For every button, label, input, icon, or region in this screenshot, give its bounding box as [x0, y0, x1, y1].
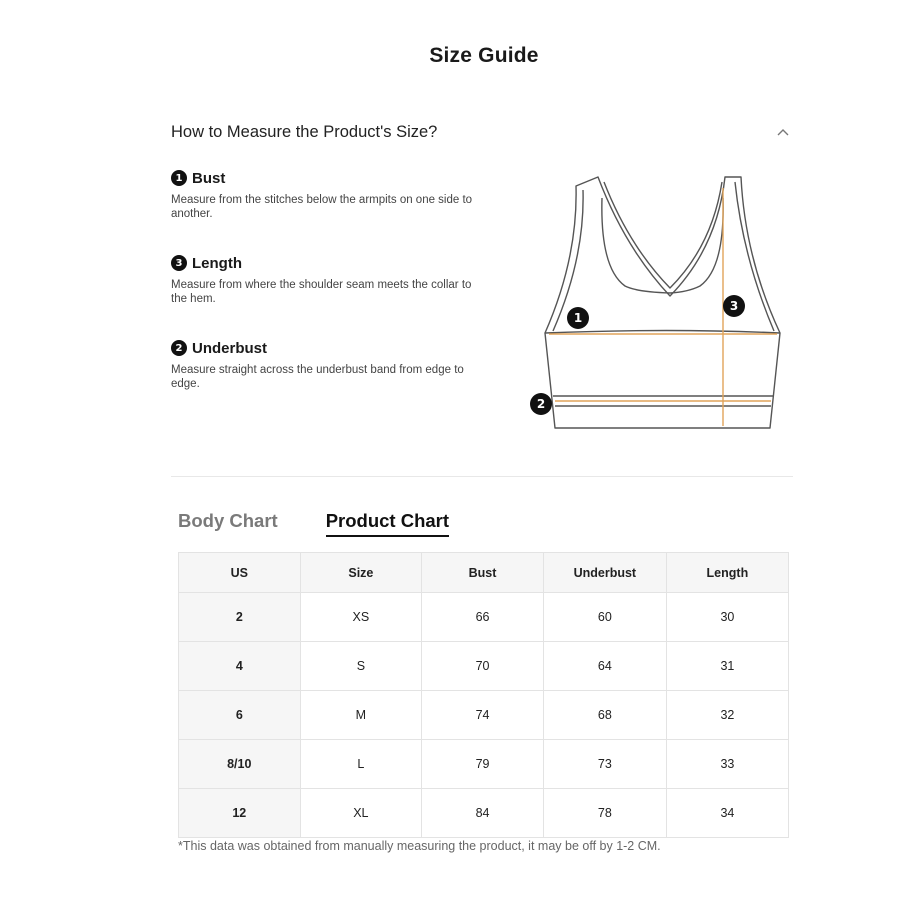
table-cell: 70 [422, 642, 544, 691]
table-cell: 31 [666, 642, 788, 691]
measure-item-underbust [171, 338, 491, 391]
page-title: Size Guide [429, 44, 539, 67]
column-header: Underbust [543, 553, 666, 593]
marker-2 [530, 393, 552, 415]
section-divider [171, 476, 793, 477]
measure-name: Length [192, 254, 242, 272]
table-row [179, 740, 789, 789]
tab-body-chart[interactable]: Body Chart [178, 510, 278, 531]
measure-name: Underbust [192, 339, 267, 357]
chart-tabs [178, 510, 449, 537]
table-cell: 73 [543, 740, 666, 789]
svg-text:1: 1 [573, 311, 583, 325]
measure-description: Measure from the stitches below the armpits on one side to another. [171, 194, 473, 220]
column-header: Bust [422, 553, 544, 593]
table-cell: 30 [666, 593, 788, 642]
table-cell: 84 [422, 789, 544, 838]
table-cell: S [300, 642, 422, 691]
column-header: Size [300, 553, 422, 593]
table-row [179, 642, 789, 691]
chevron-up-icon[interactable] [775, 124, 791, 140]
table-cell: XL [300, 789, 422, 838]
table-cell: 74 [422, 691, 544, 740]
table-cell: 33 [666, 740, 788, 789]
number-badge: 2 [171, 340, 187, 356]
number-badge: 3 [171, 255, 187, 271]
sports-bra-diagram [525, 168, 790, 443]
measure-item-length [171, 253, 491, 306]
table-cell: 12 [179, 789, 301, 838]
table-cell: 6 [179, 691, 301, 740]
table-cell: 66 [422, 593, 544, 642]
table-cell: XS [300, 593, 422, 642]
table-cell: 79 [422, 740, 544, 789]
marker-1 [567, 307, 589, 329]
tab-product-chart[interactable]: Product Chart [326, 510, 449, 537]
table-row [179, 789, 789, 838]
table-cell: 32 [666, 691, 788, 740]
measure-description: Measure straight across the underbust band from edge to edge. [171, 364, 464, 390]
section-title: How to Measure the Product's Size? [171, 122, 438, 141]
table-row [179, 691, 789, 740]
svg-text:2: 2 [536, 397, 546, 411]
table-cell: 64 [543, 642, 666, 691]
measure-item-bust [171, 168, 491, 221]
table-row [179, 593, 789, 642]
table-cell: M [300, 691, 422, 740]
marker-3 [723, 295, 745, 317]
footnote: *This data was obtained from manually measuring the product, it may be off by 1-2 CM. [178, 839, 661, 853]
table-cell: L [300, 740, 422, 789]
svg-text:3: 3 [729, 299, 739, 313]
measure-description: Measure from where the shoulder seam meets the collar to the hem. [171, 279, 472, 305]
column-header: US [179, 553, 301, 593]
table-cell: 68 [543, 691, 666, 740]
size-table [178, 552, 789, 838]
table-header-row [179, 553, 789, 593]
column-header: Length [666, 553, 788, 593]
measure-section-header[interactable] [171, 120, 793, 144]
table-cell: 78 [543, 789, 666, 838]
measure-name: Bust [192, 169, 226, 187]
table-cell: 8/10 [179, 740, 301, 789]
table-cell: 60 [543, 593, 666, 642]
table-cell: 2 [179, 593, 301, 642]
table-cell: 4 [179, 642, 301, 691]
number-badge: 1 [171, 170, 187, 186]
table-cell: 34 [666, 789, 788, 838]
